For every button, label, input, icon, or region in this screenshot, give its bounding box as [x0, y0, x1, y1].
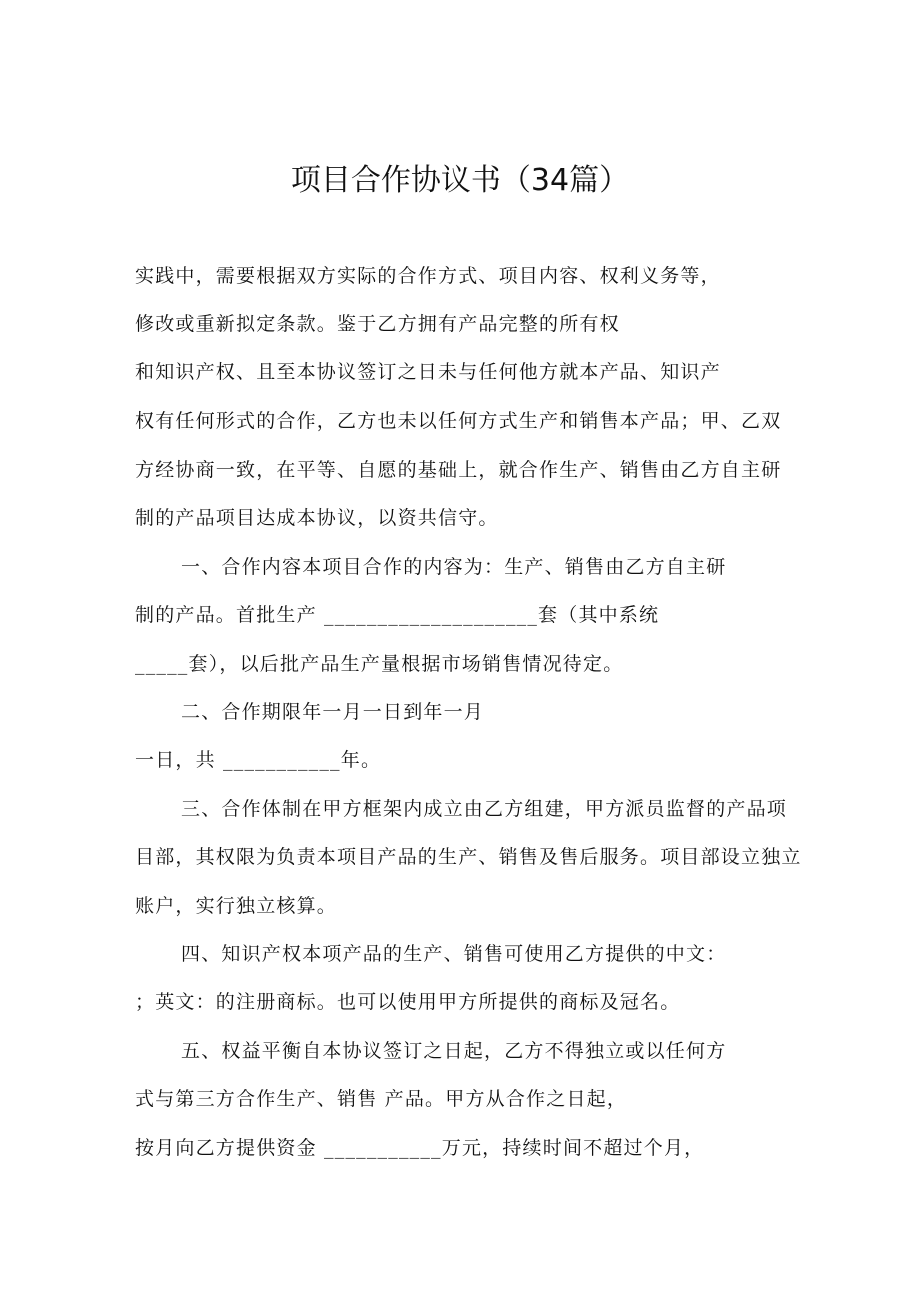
body-line: 一日，共 ___________年。	[135, 749, 382, 771]
body-line: 方经协商一致，在平等、自愿的基础上，就合作生产、销售由乙方自主研	[135, 459, 782, 481]
body-line: ；英文：的注册商标。也可以使用甲方所提供的商标及冠名。	[135, 991, 681, 1013]
body-line: 式与第三方合作生产、销售 产品。甲方从合作之日起，	[135, 1088, 628, 1110]
body-line: 权有任何形式的合作，乙方也未以任何方式生产和销售本产品；甲、乙双	[135, 410, 782, 432]
clause-heading-line: 一、合作内容本项目合作的内容为：生产、销售由乙方自主研	[181, 556, 727, 578]
body-line: _____套），以后批产品生产量根据市场销售情况待定。	[135, 653, 624, 675]
body-line: 制的产品。首批生产 ____________________套（其中系统	[135, 604, 660, 626]
body-line: 目部，其权限为负责本项目产品的生产、销售及售后服务。项目部设立独立	[135, 846, 802, 868]
body-line: 实践中，需要根据双方实际的合作方式、项目内容、权利义务等，	[135, 265, 721, 287]
body-line: 修改或重新拟定条款。鉴于乙方拥有产品完整的所有权	[135, 313, 620, 335]
body-line: 制的产品项目达成本协议，以资共信守。	[135, 507, 499, 529]
clause-heading-line: 五、权益平衡自本协议签订之日起，乙方不得独立或以任何方	[181, 1040, 727, 1062]
clause-heading-line: 三、合作体制在甲方框架内成立由乙方组建，甲方派员监督的产品项	[181, 798, 788, 820]
body-line: 和知识产权、且至本协议签订之日未与任何他方就本产品、知识产	[135, 361, 721, 383]
clause-heading-line: 四、知识产权本项产品的生产、销售可使用乙方提供的中文：	[181, 943, 727, 965]
body-line: 账户，实行独立核算。	[135, 895, 338, 917]
clause-heading-line: 二、合作期限年一月一日到年一月	[181, 701, 485, 723]
body-line: 按月向乙方提供资金 ___________万元，持续时间不超过个月，	[135, 1137, 705, 1159]
document-title: 项目合作协议书（34篇）	[290, 163, 630, 198]
